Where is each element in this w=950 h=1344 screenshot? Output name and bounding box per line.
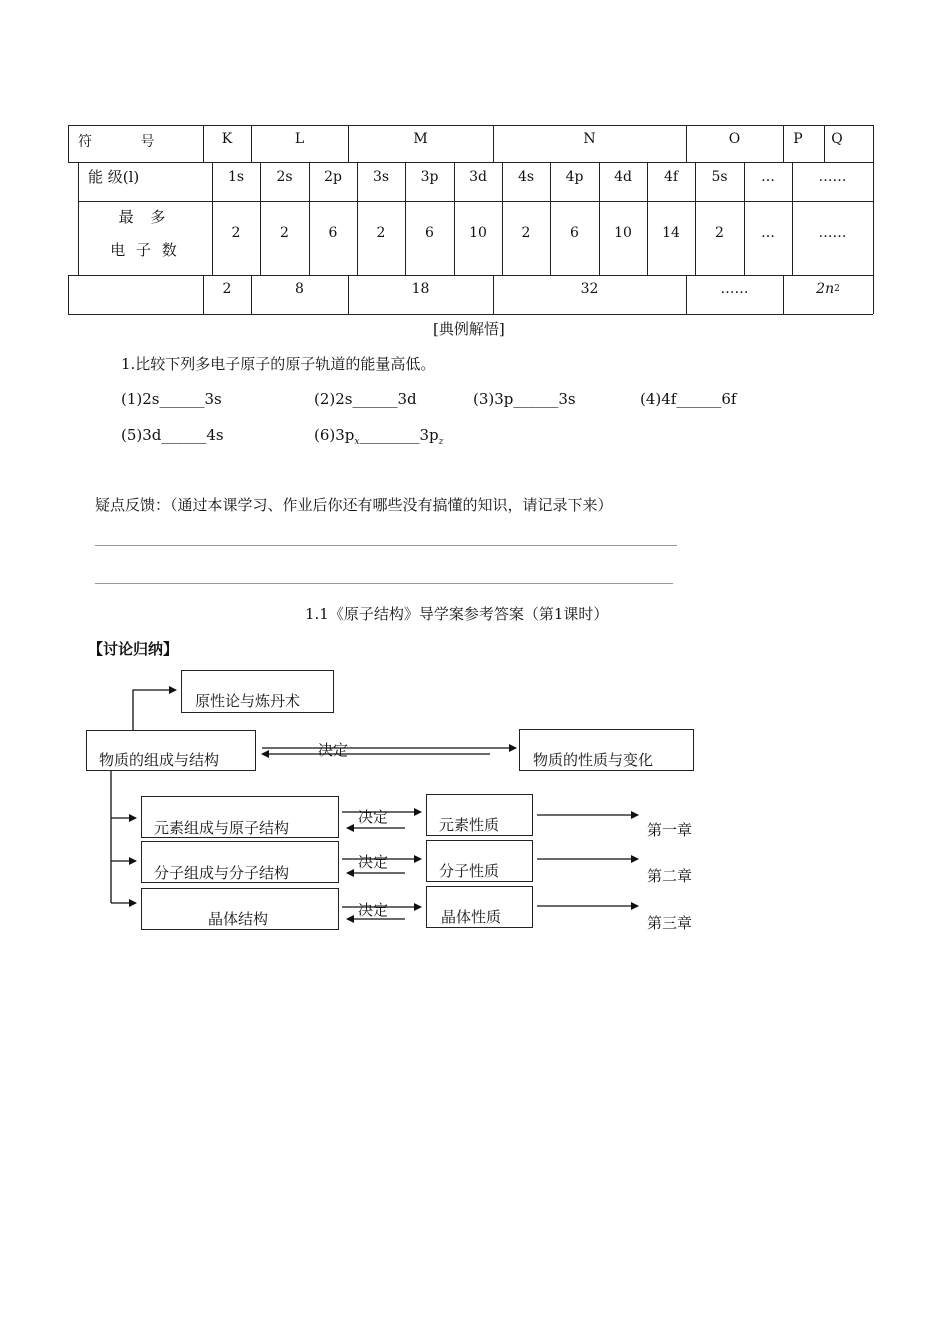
level-cell-6: 4s <box>517 169 535 185</box>
discussion-heading: 【讨论归纳】 <box>88 640 179 658</box>
alchemy-label: 原性论与炼丹术 <box>195 692 301 710</box>
question-title: 1.比较下列多电子原子的原子轨道的能量高低。 <box>121 355 436 373</box>
max-cell-9: 14 <box>662 225 680 241</box>
total-n: 32 <box>580 281 599 297</box>
level-cell-8: 4d <box>614 169 632 185</box>
level-cell-9: 4f <box>663 169 679 185</box>
row1-left-label: 元素组成与原子结构 <box>154 819 290 837</box>
row2-right-label: 分子性质 <box>439 862 500 880</box>
row2-chapter: 第二章 <box>647 867 693 885</box>
alchemy-box <box>181 670 334 713</box>
max-cell-7: 6 <box>570 225 579 241</box>
max-cell-11: … <box>761 225 775 241</box>
shell-q: Q <box>831 131 843 147</box>
row1-chapter: 第一章 <box>647 821 693 839</box>
total-general-exponent: 2 <box>834 284 840 294</box>
max-cell-12: …… <box>818 225 847 241</box>
row1-right-label: 元素性质 <box>439 816 500 834</box>
max-cell-8: 10 <box>614 225 632 241</box>
shell-k: K <box>221 131 233 147</box>
max-cell-1: 2 <box>280 225 289 241</box>
question-item-3: (3)3p______3s <box>473 390 576 408</box>
example-heading: [典例解悟] <box>433 320 505 338</box>
connector-to-alchemy <box>133 690 176 730</box>
total-m: 18 <box>411 281 430 297</box>
level-cell-1: 2s <box>276 169 293 185</box>
row1-verb: 决定 <box>358 808 389 826</box>
level-cell-12: …… <box>818 169 847 185</box>
row3-chapter: 第三章 <box>647 914 693 932</box>
level-cell-11: … <box>761 169 775 185</box>
level-cell-0: 1s <box>227 169 245 185</box>
decides-main: 决定 <box>318 741 349 759</box>
row1-right-box <box>426 794 533 836</box>
level-cell-3: 3s <box>372 169 390 185</box>
q6-left: (6)3p <box>314 426 355 444</box>
row2-left-box <box>141 841 339 883</box>
q6-sub-x: x <box>354 437 360 447</box>
shell-m: M <box>413 131 428 147</box>
row1-left-box <box>141 796 339 838</box>
shell-l: L <box>294 131 305 147</box>
max-cell-5: 10 <box>469 225 487 241</box>
level-cell-5: 3d <box>469 169 487 185</box>
question-item-5: (5)3d______4s <box>121 426 224 444</box>
level-cell-4: 3p <box>420 169 439 185</box>
row3-left-label: 晶体结构 <box>208 910 269 928</box>
total-l: 8 <box>295 281 304 297</box>
level-cell-2: 2p <box>324 169 342 185</box>
level-cell-7: 4p <box>565 169 584 185</box>
shell-o: O <box>728 131 741 147</box>
question-item-1: (1)2s______3s <box>121 390 222 408</box>
question-item-2: (2)2s______3d <box>314 390 417 408</box>
row3-right-label: 晶体性质 <box>441 908 502 926</box>
max-cell-2: 6 <box>328 225 338 241</box>
row3-verb: 决定 <box>358 901 389 919</box>
total-general-base: 2n <box>816 281 835 297</box>
q6-sub-z: z <box>438 437 444 447</box>
answer-title: 1.1《原子结构》导学案参考答案（第1课时） <box>305 605 609 623</box>
max-cell-10: 2 <box>715 225 724 241</box>
shell-p: P <box>793 131 803 147</box>
max-header-line2: 电 子 数 <box>110 240 180 259</box>
max-cell-6: 2 <box>521 225 531 241</box>
total-o-p: …… <box>720 281 749 297</box>
symbol-header: 符 号 <box>78 134 177 150</box>
shell-n: N <box>583 131 596 147</box>
composition-label: 物质的组成与结构 <box>99 751 220 769</box>
row3-left-box <box>141 888 339 930</box>
row2-verb: 决定 <box>358 853 389 871</box>
properties-box <box>519 729 694 771</box>
row3-right-box <box>426 886 533 928</box>
feedback-label: 疑点反馈：（通过本课学习、作业后你还有哪些没有搞懂的知识，请记录下来） <box>95 496 613 514</box>
composition-box <box>86 730 256 771</box>
total-k: 2 <box>222 281 232 297</box>
row2-right-box <box>426 840 533 882</box>
level-cell-10: 5s <box>711 169 728 185</box>
row2-left-label: 分子组成与分子结构 <box>154 864 290 882</box>
max-cell-3: 2 <box>376 225 386 241</box>
max-cell-0: 2 <box>231 225 241 241</box>
question-item-4: (4)4f______6f <box>640 390 737 408</box>
max-header-line1: 最 多 <box>118 207 172 226</box>
q6-mid: ________3p <box>359 426 439 444</box>
properties-label: 物质的性质与变化 <box>533 751 654 769</box>
max-cell-4: 6 <box>425 225 434 241</box>
level-header: 能 级(l) <box>88 167 140 186</box>
